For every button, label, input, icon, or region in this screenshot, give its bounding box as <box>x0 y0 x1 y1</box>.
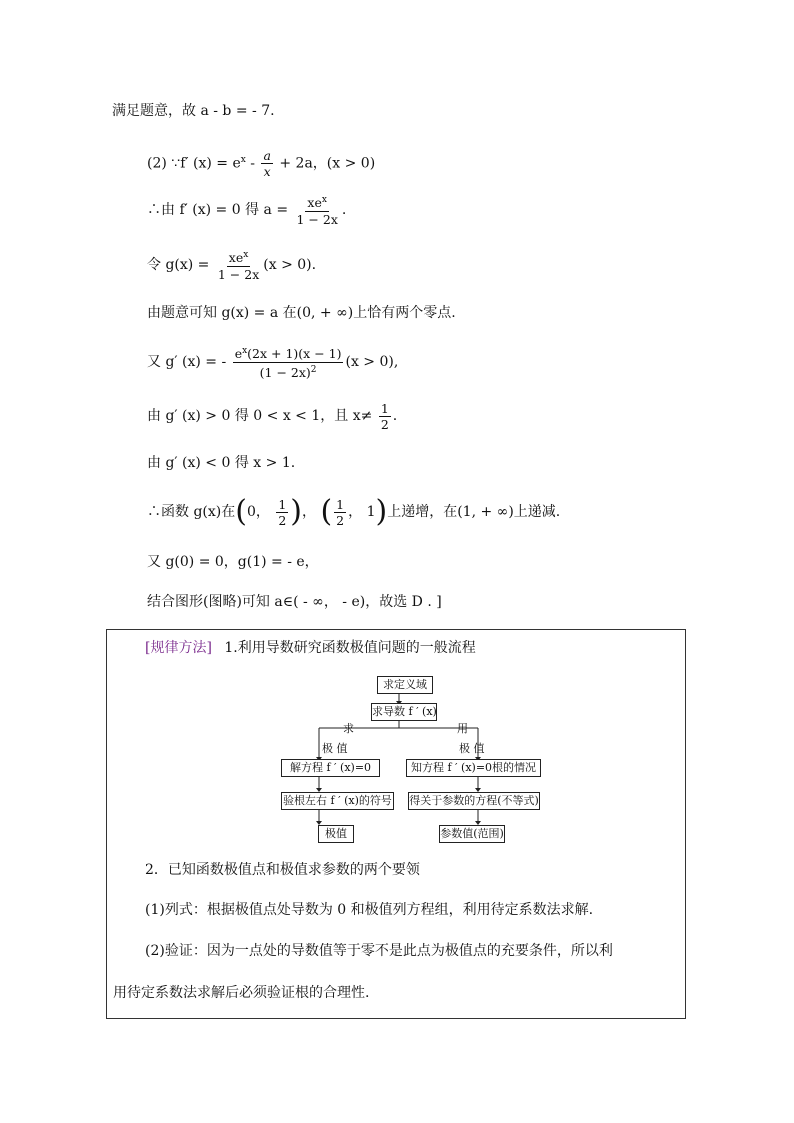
flow-right-equation: 得关于参数的方程(不等式) <box>408 792 540 810</box>
solution-line-5: 由题意可知 g(x) = a 在(0, + ∞)上恰有两个零点. <box>147 305 456 321</box>
flow-step-domain: 求定义域 <box>377 676 433 694</box>
flow-label-yong: 用 <box>457 722 468 735</box>
method-title: 1.利用导数研究函数极值问题的一般流程 <box>224 640 476 656</box>
fraction-a-over-x: $\frac{a}{x}$ <box>263 148 271 180</box>
solution-line-4: 令 g(x) = $\frac{xe^x}{1 - 2x}$ (x > 0). <box>147 250 317 282</box>
fraction-half-1: $\frac{1}{2}$ <box>278 496 287 528</box>
flow-label-qiu: 求 <box>343 722 354 735</box>
flow-step-derivative: 求导数 f ′ (x) <box>371 703 437 721</box>
method-tag: [规律方法] <box>145 640 212 656</box>
solution-line-7: 由 g′ (x) > 0 得 0 < x < 1，且 x≠ $\frac{1}{2}$ . <box>147 400 398 432</box>
solution-line-8: 由 g′ (x) < 0 得 x > 1. <box>147 455 296 471</box>
method-box <box>106 629 686 1019</box>
solution-line-1: 满足题意，故 a - b = - 7. <box>112 103 275 119</box>
fraction-half: $\frac{1}{2}$ <box>380 400 389 432</box>
fraction-half-2: $\frac{1}{2}$ <box>336 496 345 528</box>
flow-left-solve: 解方程 f ′ (x)=0 <box>281 759 380 777</box>
flowchart-connectors <box>107 630 687 850</box>
solution-line-3: ∴由 f′ (x) = 0 得 a = $\frac{xe^x}{1 - 2x}$ . <box>147 195 347 227</box>
method-point-2-1: (1)列式：根据极值点处导数为 0 和极值列方程组，利用待定系数法求解. <box>145 902 594 918</box>
method-point-2: 2．已知函数极值点和极值求参数的两个要领 <box>145 862 420 878</box>
method-point-2-2a: (2)验证：因为一点处的导数值等于零不是此点为极值点的充要条件，所以利 <box>145 943 613 959</box>
flow-right-parameter: 参数值(范围) <box>439 825 505 843</box>
solution-line-6: 又 g′ (x) = - $\frac{e^x(2x + 1)(x - 1)}{(1 - 2x)^2}$ (x > 0), <box>147 346 399 380</box>
fraction-g-prime: $\frac{e^x(2x + 1)(x - 1)}{(1 - 2x)^2}$ <box>234 346 342 380</box>
solution-line-2: (2) ∵f′ $(x) = e^x$ - $\frac{a}{x}$ + 2a，(x > 0) <box>147 148 376 180</box>
solution-line-9: ∴函数 g(x)在(0， $\frac{1}{2}$ )， ( $\frac{1}{2}$ ， 1)上递增，在(1, + ∞)上递减. <box>147 494 561 529</box>
method-point-2-2b: 用待定系数法求解后必须验证根的合理性. <box>113 985 370 1001</box>
flow-left-check-sign: 验根左右 f ′ (x)的符号 <box>281 792 394 810</box>
flow-left-extremum-value: 极值 <box>318 825 354 843</box>
fraction-xex: $\frac{xe^x}{1 - 2x}$ <box>296 195 338 227</box>
flow-label-left-extremum: 极 值 <box>322 742 348 755</box>
fraction-g: $\frac{xe^x}{1 - 2x}$ <box>217 250 260 282</box>
flow-right-roots: 知方程 f ′ (x)=0根的情况 <box>406 759 541 777</box>
solution-line-11: 结合图形(图略)可知 a∈( - ∞， - e)，故选 D . ] <box>147 594 442 610</box>
solution-line-10: 又 g(0) = 0，g(1) = - e， <box>147 554 319 570</box>
flow-label-right-extremum: 极 值 <box>459 742 485 755</box>
